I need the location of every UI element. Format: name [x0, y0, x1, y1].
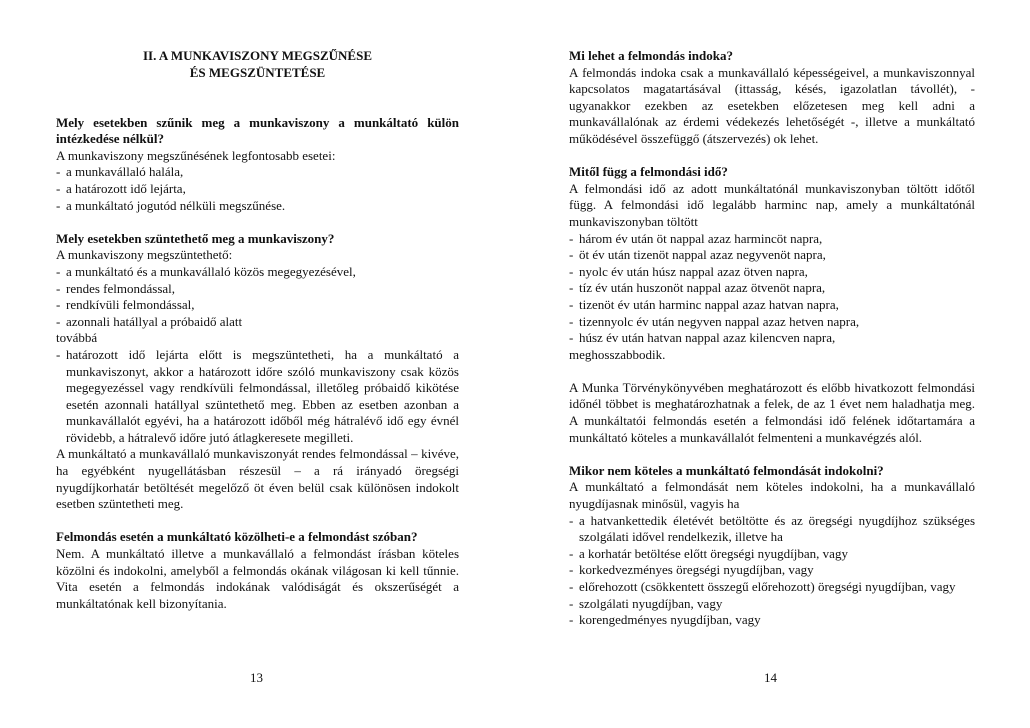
dash-list [56, 164, 459, 214]
question-heading: Mi lehet a felmondás indoka? [569, 48, 733, 63]
list-item: - előrehozott (csökkentett összegű előrehozott) öregségi nyugdíjban, vagy [569, 579, 975, 596]
chapter-title-line2: ÉS MEGSZÜNTETÉSE [189, 64, 326, 80]
list-item: - szolgálati nyugdíjban, vagy [569, 596, 975, 613]
list-item: - a munkavállaló halála, [56, 164, 459, 181]
left-page [56, 48, 459, 629]
intro-text: A munkaviszony megszüntethető: [56, 247, 233, 263]
list-item: - rendes felmondással, [56, 281, 459, 298]
question-heading: Felmondás esetén a munkáltató közölheti-e a felmondást szóban? [56, 529, 418, 545]
dash-list-extra [56, 347, 459, 447]
question-heading: Mely esetekben szűnik meg a munkaviszony a munkáltató külön intézkedése nélkül? [56, 114, 459, 147]
section-extended-period [569, 380, 975, 446]
list-item: - határozott idő lejárta előtt is megszüntetheti, ha a munkáltató a munkaviszonyt, akkor a határozott időre szóló munkaviszony csak közös megegyezéssel vagy rendkívüli felmondással, illetőleg próbaidő kikötése esetén azonnali hatállyal szüntethető meg. Ebben az esetben azonban a munkavállalót egyévi, ha a határozott időből még hátralévő idő egy évnél rövidebb, a hátralevő időre jutó átlagkeresete megilleti. [56, 347, 459, 447]
list-item: - a hatvankettedik életévét betöltötte és az öregségi nyugdíjhoz szükséges szolgálati idővel rendelkezik, illetve ha [569, 513, 975, 546]
list-item: - tíz év után huszonöt nappal azaz ötvenöt napra, [569, 280, 975, 297]
section-termination-methods [56, 231, 459, 513]
list-item: - nyolc év után húsz nappal azaz ötven napra, [569, 264, 975, 281]
answer-paragraph: Nem. A munkáltató illetve a munkavállaló a felmondást írásban köteles közölni és indokolni, amelyből a felmondás okának világosan ki kell tűnnie. Vita esetén a felmondás indokának valódiságát és okszerűségét a munkáltatónak kell bizonyítania. [56, 546, 459, 611]
list-item: - korengedményes nyugdíjban, vagy [569, 612, 975, 629]
list-item: - a munkáltató és a munkavállaló közös megegyezésével, [56, 264, 459, 281]
question-heading: Mely esetekben szüntethető meg a munkaviszony? [56, 230, 335, 246]
page-number-right: 14 [764, 670, 777, 685]
section-notice-period [569, 164, 975, 363]
dash-list [56, 264, 459, 330]
list-item: - a munkáltató jogutód nélküli megszűnése. [56, 198, 459, 215]
dash-list [569, 231, 975, 347]
question-heading: Mitől függ a felmondási idő? [569, 164, 728, 180]
dash-list [569, 513, 975, 629]
closing-paragraph: A munkáltató a munkavállaló munkaviszonyát rendes felmondással – kivéve, ha egyébként nyugellátásban részesül – a rá irányadó öregségi nyugdíjkorhatár betöltését megelőző öt éven belül csak különösen indokolt esetben szüntetheti meg. [56, 446, 459, 512]
closing-text: meghosszabbodik. [569, 346, 666, 362]
list-item: - tizennyolc év után negyven nappal azaz hetven napra, [569, 314, 975, 331]
list-item: - húsz év után hatvan nappal azaz kilencven napra, [569, 330, 975, 347]
chapter-title-line1: II. A MUNKAVISZONY MEGSZŰNÉSE [143, 48, 372, 63]
right-page [569, 48, 975, 645]
list-item: - azonnali hatállyal a próbaidő alatt [56, 314, 459, 331]
list-item: - öt év után tizenöt nappal azaz negyvenöt napra, [569, 247, 975, 264]
intro-text: A munkaviszony megszűnésének legfontosabb esetei: [56, 147, 336, 163]
intro-text: A munkáltató a felmondását nem köteles indokolni, ha a munkavállaló nyugdíjasnak minősül, vagyis ha [569, 479, 975, 512]
section-written-notice [56, 529, 459, 612]
section-automatic-termination [56, 115, 459, 215]
list-item: - három év után öt nappal azaz harmincöt napra, [569, 231, 975, 248]
answer-paragraph: A felmondás indoka csak a munkavállaló képességeivel, a munkaviszonnyal kapcsolatos magatartásával (ittasság, késés, igazolatlan távollét), - ugyanakkor ezekben az esetekben előzetesen meg kell adni a munkavállalónak az érdemi védekezés lehetőségét -, illetve a munkáltató működésével összefüggő (átszervezés) ok lehet. [569, 64, 975, 146]
list-item: - korkedvezményes öregségi nyugdíjban, vagy [569, 562, 975, 579]
section-no-reason-required [569, 463, 975, 629]
list-item: - tizenöt év után harminc nappal azaz hatvan napra, [569, 297, 975, 314]
tovabba-text: továbbá [56, 330, 98, 346]
body-paragraph: A Munka Törvénykönyvében meghatározott és előbb hivatkozott felmondási időnél többet is meghatározhatnak a felek, de az 1 évet nem haladhatja meg. A munkáltatói felmondás esetén a felmondási idő felének időtartamára a munkáltató köteles a munkavállalót felmenteni a munkavégzés alól. [569, 379, 975, 445]
chapter-title [56, 48, 459, 82]
list-item: - a korhatár betöltése előtt öregségi nyugdíjban, vagy [569, 546, 975, 563]
list-item: - a határozott idő lejárta, [56, 181, 459, 198]
intro-text: A felmondási idő az adott munkáltatónál munkaviszonyban töltött időtől függ. A felmondási idő legalább harminc nap, amely a munkáltatónál munkaviszonyban töltött [569, 180, 975, 229]
page-number-left: 13 [250, 670, 263, 685]
question-heading: Mikor nem köteles a munkáltató felmondását indokolni? [569, 462, 884, 478]
list-item: - rendkívüli felmondással, [56, 297, 459, 314]
section-notice-reason [569, 48, 975, 148]
